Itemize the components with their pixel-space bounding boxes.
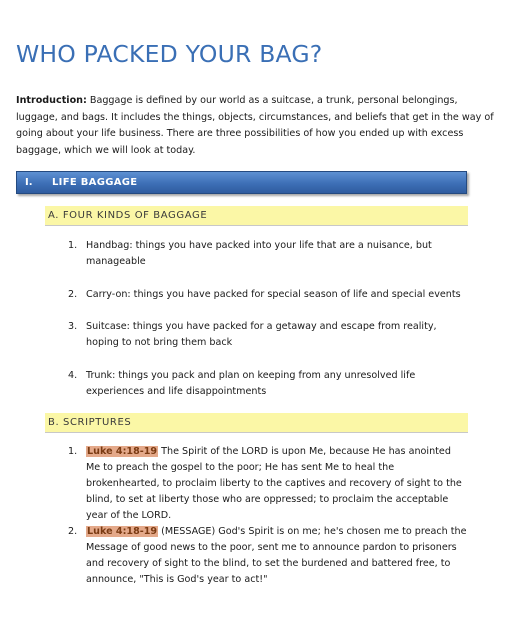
list-item [68, 319, 468, 351]
page-title: WHO PACKED YOUR BAG? [16, 40, 323, 68]
list-item-number: 2. [68, 289, 78, 300]
introduction-label: Introduction: [16, 95, 87, 106]
list-item-text: Suitcase: things you have packed for a getaway and escape from reality, hoping to not bring them back [86, 321, 437, 348]
list-item [68, 238, 468, 270]
section-heading-life-baggage [16, 171, 467, 194]
section-number: I. [25, 177, 33, 188]
list-item-number: 3. [68, 321, 78, 332]
list-item [68, 524, 468, 588]
list-item-text: Trunk: things you pack and plan on keeping from any unresolved life experiences and life disappointments [86, 370, 416, 397]
list-item [68, 287, 468, 303]
list-item-number: 1. [68, 240, 78, 251]
list-item-number: 4. [68, 370, 78, 381]
list-item-text [68, 524, 468, 588]
list-item-text: Carry-on: things you have packed for special season of life and special events [86, 289, 461, 300]
scripture-text: (MESSAGE) God's Spirit is on me; he's chosen me to preach the Message of good news to the poor, sent me to announce pardon to prisoners and recovery of sight to the blind, to set the burdened and battered free, to announce, "This is God's year to act!" [86, 526, 467, 585]
introduction-paragraph [16, 93, 502, 159]
scripture-reference: Luke 4:18-19 [87, 446, 158, 457]
list-item [68, 368, 468, 400]
list-item-number: 1. [68, 446, 78, 457]
list-item-text [68, 444, 468, 524]
list-item [68, 444, 468, 524]
section-label: LIFE BAGGAGE [52, 177, 138, 188]
scripture-reference: Luke 4:18-19 [87, 526, 158, 537]
subsection-heading-scriptures: B. SCRIPTURES [45, 413, 468, 433]
introduction-text: Baggage is defined by our world as a suitcase, a trunk, personal belongings, luggage, and bags. It includes the things, objects, circumstances, and beliefs that get in the way of going about your life business. There are three possibilities of how you ended up with excess baggage, which we will look at today. [16, 95, 494, 156]
scripture-text: The Spirit of the LORD is upon Me, because He has anointed Me to preach the gospel to the poor; He has sent Me to heal the brokenhearted, to proclaim liberty to the captives and recovery of sight to the blind, to set at liberty those who are oppressed; to proclaim the acceptable year of the LORD. [86, 446, 462, 521]
list-item-number: 2. [68, 526, 78, 537]
list-item-text: Handbag: things you have packed into your life that are a nuisance, but manageable [86, 240, 432, 267]
subsection-heading-four-kinds: A. FOUR KINDS OF BAGGAGE [45, 206, 468, 226]
